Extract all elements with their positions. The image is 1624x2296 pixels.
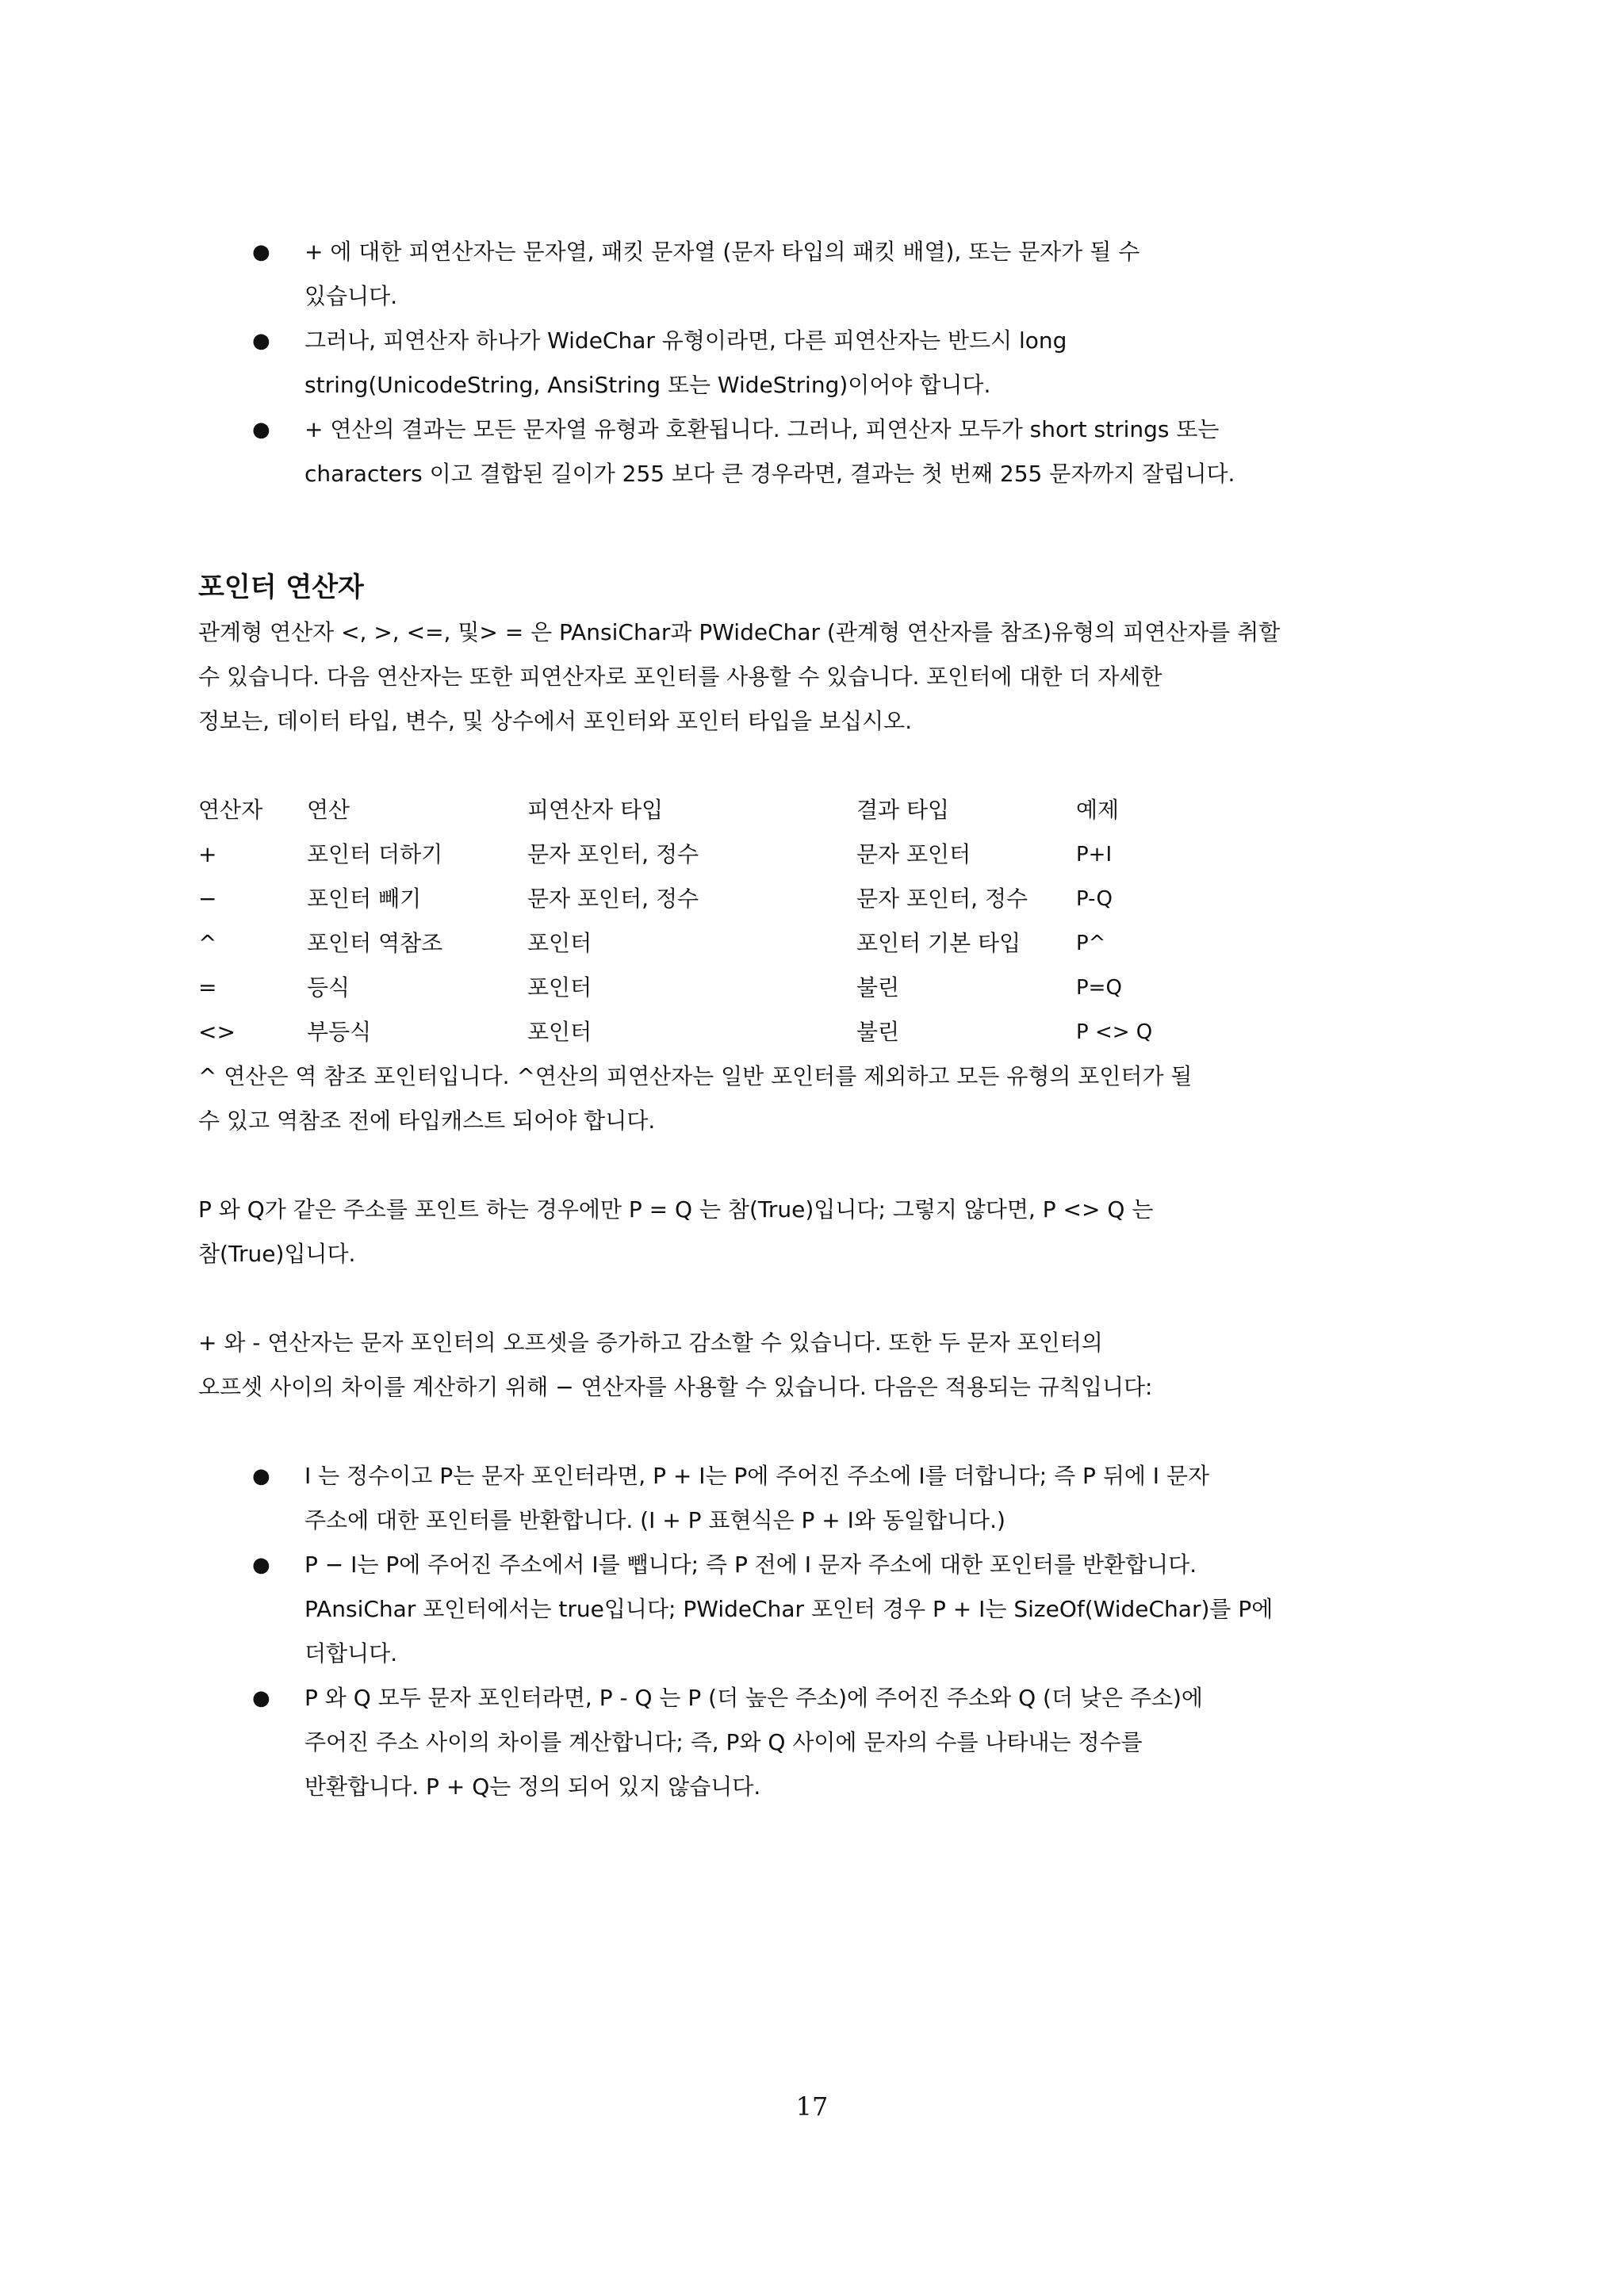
table-cell: + [198, 841, 217, 867]
table-cell: 문자 포인터, 정수 [527, 841, 699, 867]
table-cell: P^ [1076, 932, 1106, 955]
table-row [198, 921, 1235, 966]
bullet-line: P 와 Q 모두 문자 포인터라면, P - Q 는 P (더 높은 주소)에 주어진 주소와 Q (더 낮은 주소)에 [304, 1685, 1203, 1711]
table-cell: 포인터 더하기 [307, 841, 443, 867]
bullet-line: characters 이고 결합된 길이가 255 보다 큰 경우라면, 결과는 첫 번째 255 문자까지 잘립니다. [304, 461, 1235, 487]
table-cell: 포인터 [527, 1019, 592, 1045]
list-item [198, 1454, 1451, 1543]
bullet-line: 주어진 주소 사이의 차이를 계산합니다; 즉, P와 Q 사이에 문자의 수를 나타내는 정수를 [304, 1729, 1143, 1755]
table-header-cell: 연산자 [198, 797, 263, 823]
table-cell: <> [198, 1019, 236, 1045]
table-cell: 불린 [856, 974, 900, 1001]
table-cell: P <> Q [1076, 1020, 1153, 1044]
table-cell: 등식 [307, 974, 350, 1001]
table-cell: 포인터 빼기 [307, 886, 422, 912]
bullet-line: + 연산의 결과는 모든 문자열 유형과 호환됩니다. 그러나, 피연산자 모두가 short strings 또는 [304, 416, 1220, 442]
table-cell: P-Q [1076, 887, 1113, 911]
list-item [198, 1543, 1451, 1676]
table-header-row [198, 788, 1235, 832]
page-number: 17 [795, 2091, 829, 2122]
bullet-line: PAnsiChar 포인터에서는 true입니다; PWideChar 포인터 경우 P + I는 SizeOf(WideChar)를 P에 [304, 1596, 1274, 1622]
string-operator-bullets [198, 230, 1451, 496]
bullet-icon: ● [252, 240, 270, 264]
list-item [198, 230, 1451, 319]
paragraph-line: 정보는, 데이터 타입, 변수, 및 상수에서 포인터와 포인터 타입을 보십시오. [198, 708, 913, 734]
table-cell: 부등식 [307, 1019, 372, 1045]
bullet-line: 그러나, 피연산자 하나가 WideChar 유형이라면, 다른 피연산자는 반드시 long [304, 327, 1067, 354]
bullet-line: P − I는 P에 주어진 주소에서 I를 뺍니다; 즉 P 전에 I 문자 주소에 대한 포인터를 반환합니다. [304, 1552, 1197, 1578]
table-cell: P=Q [1076, 976, 1122, 1000]
table-cell: 문자 포인터, 정수 [527, 886, 699, 912]
list-item [198, 319, 1451, 408]
bullet-icon: ● [252, 329, 270, 353]
paragraph-line: + 와 - 연산자는 문자 포인터의 오프셋을 증가하고 감소할 수 있습니다. 또한 두 문자 포인터의 [198, 1330, 1103, 1356]
equality-note [198, 1188, 1451, 1276]
table-row [198, 877, 1235, 921]
pointer-rule-bullets [198, 1454, 1451, 1809]
document-page [198, 230, 1451, 1809]
table-row [198, 832, 1235, 877]
bullet-icon: ● [252, 1553, 270, 1577]
table-row [198, 966, 1235, 1010]
list-item [198, 1676, 1451, 1809]
intro-paragraph [198, 610, 1451, 744]
table-cell: 포인터 [527, 974, 592, 1001]
table-cell: 문자 포인터, 정수 [856, 886, 1028, 912]
bullet-line: 더합니다. [304, 1640, 398, 1667]
table-cell: P+I [1076, 843, 1113, 867]
paragraph-line: 관계형 연산자 <, >, <=, 및> = 은 PAnsiChar과 PWideChar (관계형 연산자를 참조)유형의 피연산자를 취할 [198, 619, 1281, 645]
paragraph-line: ^ 연산은 역 참조 포인터입니다. ^연산의 피연산자는 일반 포인터를 제외하고 모든 유형의 포인터가 될 [198, 1063, 1193, 1089]
dereference-note [198, 1054, 1451, 1143]
paragraph-line: 참(True)입니다. [198, 1241, 356, 1267]
table-cell: ^ [198, 930, 217, 956]
table-cell: = [198, 974, 217, 1001]
bullet-line: 주소에 대한 포인터를 반환합니다. (I + P 표현식은 P + I와 동일합니다.) [304, 1507, 1005, 1533]
table-header-cell: 연산 [307, 797, 350, 823]
bullet-line: I 는 정수이고 P는 문자 포인터라면, P + I는 P에 주어진 주소에 I를 더합니다; 즉 P 뒤에 I 문자 [304, 1463, 1210, 1489]
pointer-operator-table [198, 788, 1235, 1054]
bullet-line: 있습니다. [304, 283, 398, 309]
table-header-cell: 결과 타입 [856, 797, 950, 823]
table-cell: 포인터 기본 타입 [856, 930, 1021, 956]
paragraph-line: 오프셋 사이의 차이를 계산하기 위해 − 연산자를 사용할 수 있습니다. 다음은 적용되는 규칙입니다: [198, 1374, 1153, 1400]
offset-note [198, 1321, 1451, 1410]
bullet-line: string(UnicodeString, AnsiString 또는 WideString)이어야 합니다. [304, 372, 991, 398]
section-title: 포인터 연산자 [198, 572, 364, 603]
table-header-cell: 예제 [1076, 797, 1120, 823]
table-cell: 문자 포인터 [856, 841, 971, 867]
table-cell: 포인터 역참조 [307, 930, 443, 956]
bullet-icon: ● [252, 1686, 270, 1710]
bullet-line: + 에 대한 피연산자는 문자열, 패킷 문자열 (문자 타입의 패킷 배열), 또는 문자가 될 수 [304, 239, 1140, 265]
list-item [198, 408, 1451, 496]
table-header-cell: 피연산자 타입 [527, 797, 664, 823]
table-row [198, 1010, 1235, 1054]
bullet-line: 반환합니다. P + Q는 정의 되어 있지 않습니다. [304, 1774, 761, 1800]
table-cell: 불린 [856, 1019, 900, 1045]
bullet-icon: ● [252, 418, 270, 442]
paragraph-line: 수 있고 역참조 전에 타입캐스트 되어야 합니다. [198, 1108, 656, 1134]
table-cell: 포인터 [527, 930, 592, 956]
table-cell: − [198, 886, 217, 912]
paragraph-line: 수 있습니다. 다음 연산자는 또한 피연산자로 포인터를 사용할 수 있습니다. 포인터에 대한 더 자세한 [198, 664, 1162, 690]
paragraph-line: P 와 Q가 같은 주소를 포인트 하는 경우에만 P = Q 는 참(True)입니다; 그렇지 않다면, P <> Q 는 [198, 1196, 1154, 1223]
bullet-icon: ● [252, 1464, 270, 1488]
